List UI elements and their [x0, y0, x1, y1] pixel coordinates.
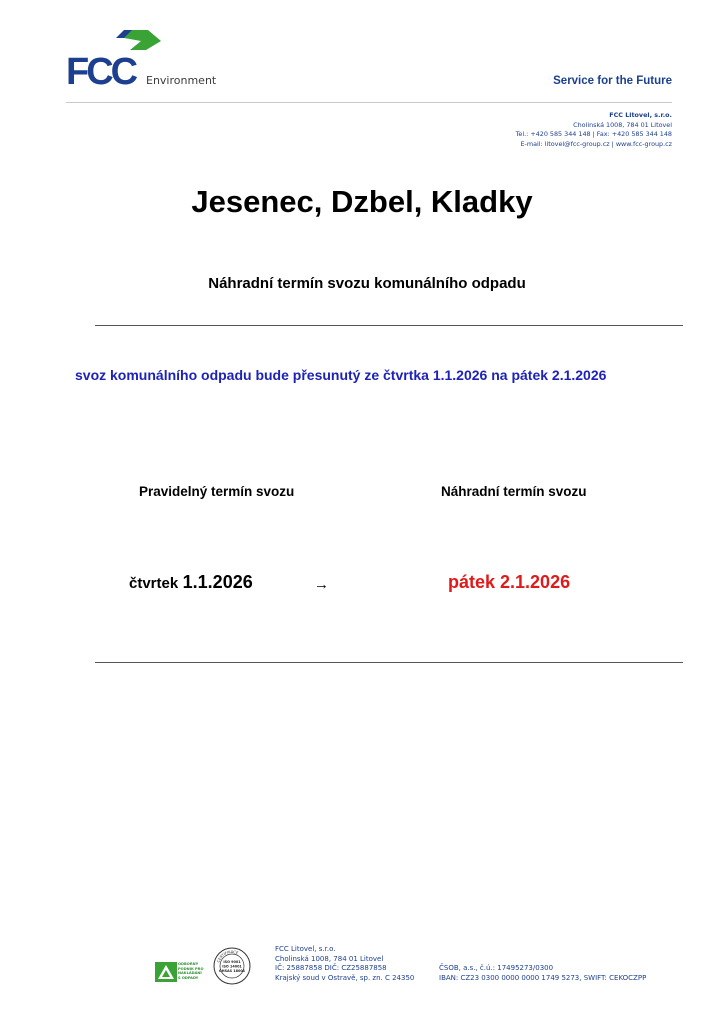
company-phone-fax: Tel.: +420 585 344 148 | Fax: +420 585 344 148 [515, 130, 672, 139]
footer-line: IBAN: CZ23 0300 0000 0000 1749 5273, SWIFT: CEKOCZPP [439, 973, 647, 982]
iso-line: OHSAS 18001 [218, 969, 246, 973]
footer-line: ČSOB, a.s., č.ú.: 17495273/0300 [439, 964, 554, 972]
regular-date-value: 1.1.2026 [182, 572, 253, 592]
footer-line: FCC Litovel, s.r.o. [275, 945, 336, 953]
footer-company-info [275, 945, 414, 983]
waste-company-cert-text [178, 962, 204, 980]
page-title: Jesenec, Dzbel, Kladky [191, 184, 533, 219]
cert-line: ODBORNÝ [178, 962, 199, 966]
company-address: Cholinská 1008, 784 01 Litovel [573, 120, 672, 129]
divider-bottom [95, 662, 683, 663]
footer-line: IČ: 25887858 DIČ: CZ25887858 [275, 964, 387, 973]
footer-line: Krajský soud v Ostravě, sp. zn. C 24350 [275, 973, 415, 982]
logo-text: FCC [66, 51, 136, 90]
regular-day: čtvrtek [129, 575, 179, 592]
iso-ring-text: CERTIFIKACE [216, 949, 239, 964]
waste-company-cert-icon [155, 962, 177, 982]
company-email-web: E-mail: litovel@fcc-group.cz | www.fcc-group.cz [520, 139, 672, 148]
footer-line: Cholinská 1008, 784 01 Litovel [275, 954, 384, 963]
notice-text: svoz komunálního odpadu bude přesunutý ze čtvrtka 1.1.2026 na pátek 2.1.2026 [75, 367, 607, 383]
arrow-right-icon: → [314, 576, 329, 593]
replacement-date: pátek 2.1.2026 [448, 572, 571, 592]
logo-arrow-green [124, 30, 161, 50]
page-subtitle: Náhradní termín svozu komunálního odpadu [208, 275, 526, 292]
cert-line: NAKLÁDÁNÍ [178, 971, 202, 976]
replacement-heading: Náhradní termín svozu [441, 484, 587, 499]
iso-line: ISO 9001 [223, 960, 241, 964]
footer-bank-info [439, 964, 646, 983]
company-name: FCC Litovel, s.r.o. [609, 111, 672, 119]
divider-top [95, 325, 683, 326]
logo-subtitle: Environment [146, 74, 217, 87]
tagline: Service for the Future [553, 75, 672, 87]
company-contact-block [516, 111, 672, 149]
iso-line: ISO 14001 [222, 964, 242, 969]
cert-line: PODNIK PRO [178, 966, 204, 971]
header-divider [66, 102, 672, 103]
regular-date [129, 572, 253, 593]
iso-certification-seal-icon [213, 947, 251, 985]
regular-heading: Pravidelný termín svozu [139, 484, 295, 499]
cert-line: S ODPADY [178, 975, 199, 980]
